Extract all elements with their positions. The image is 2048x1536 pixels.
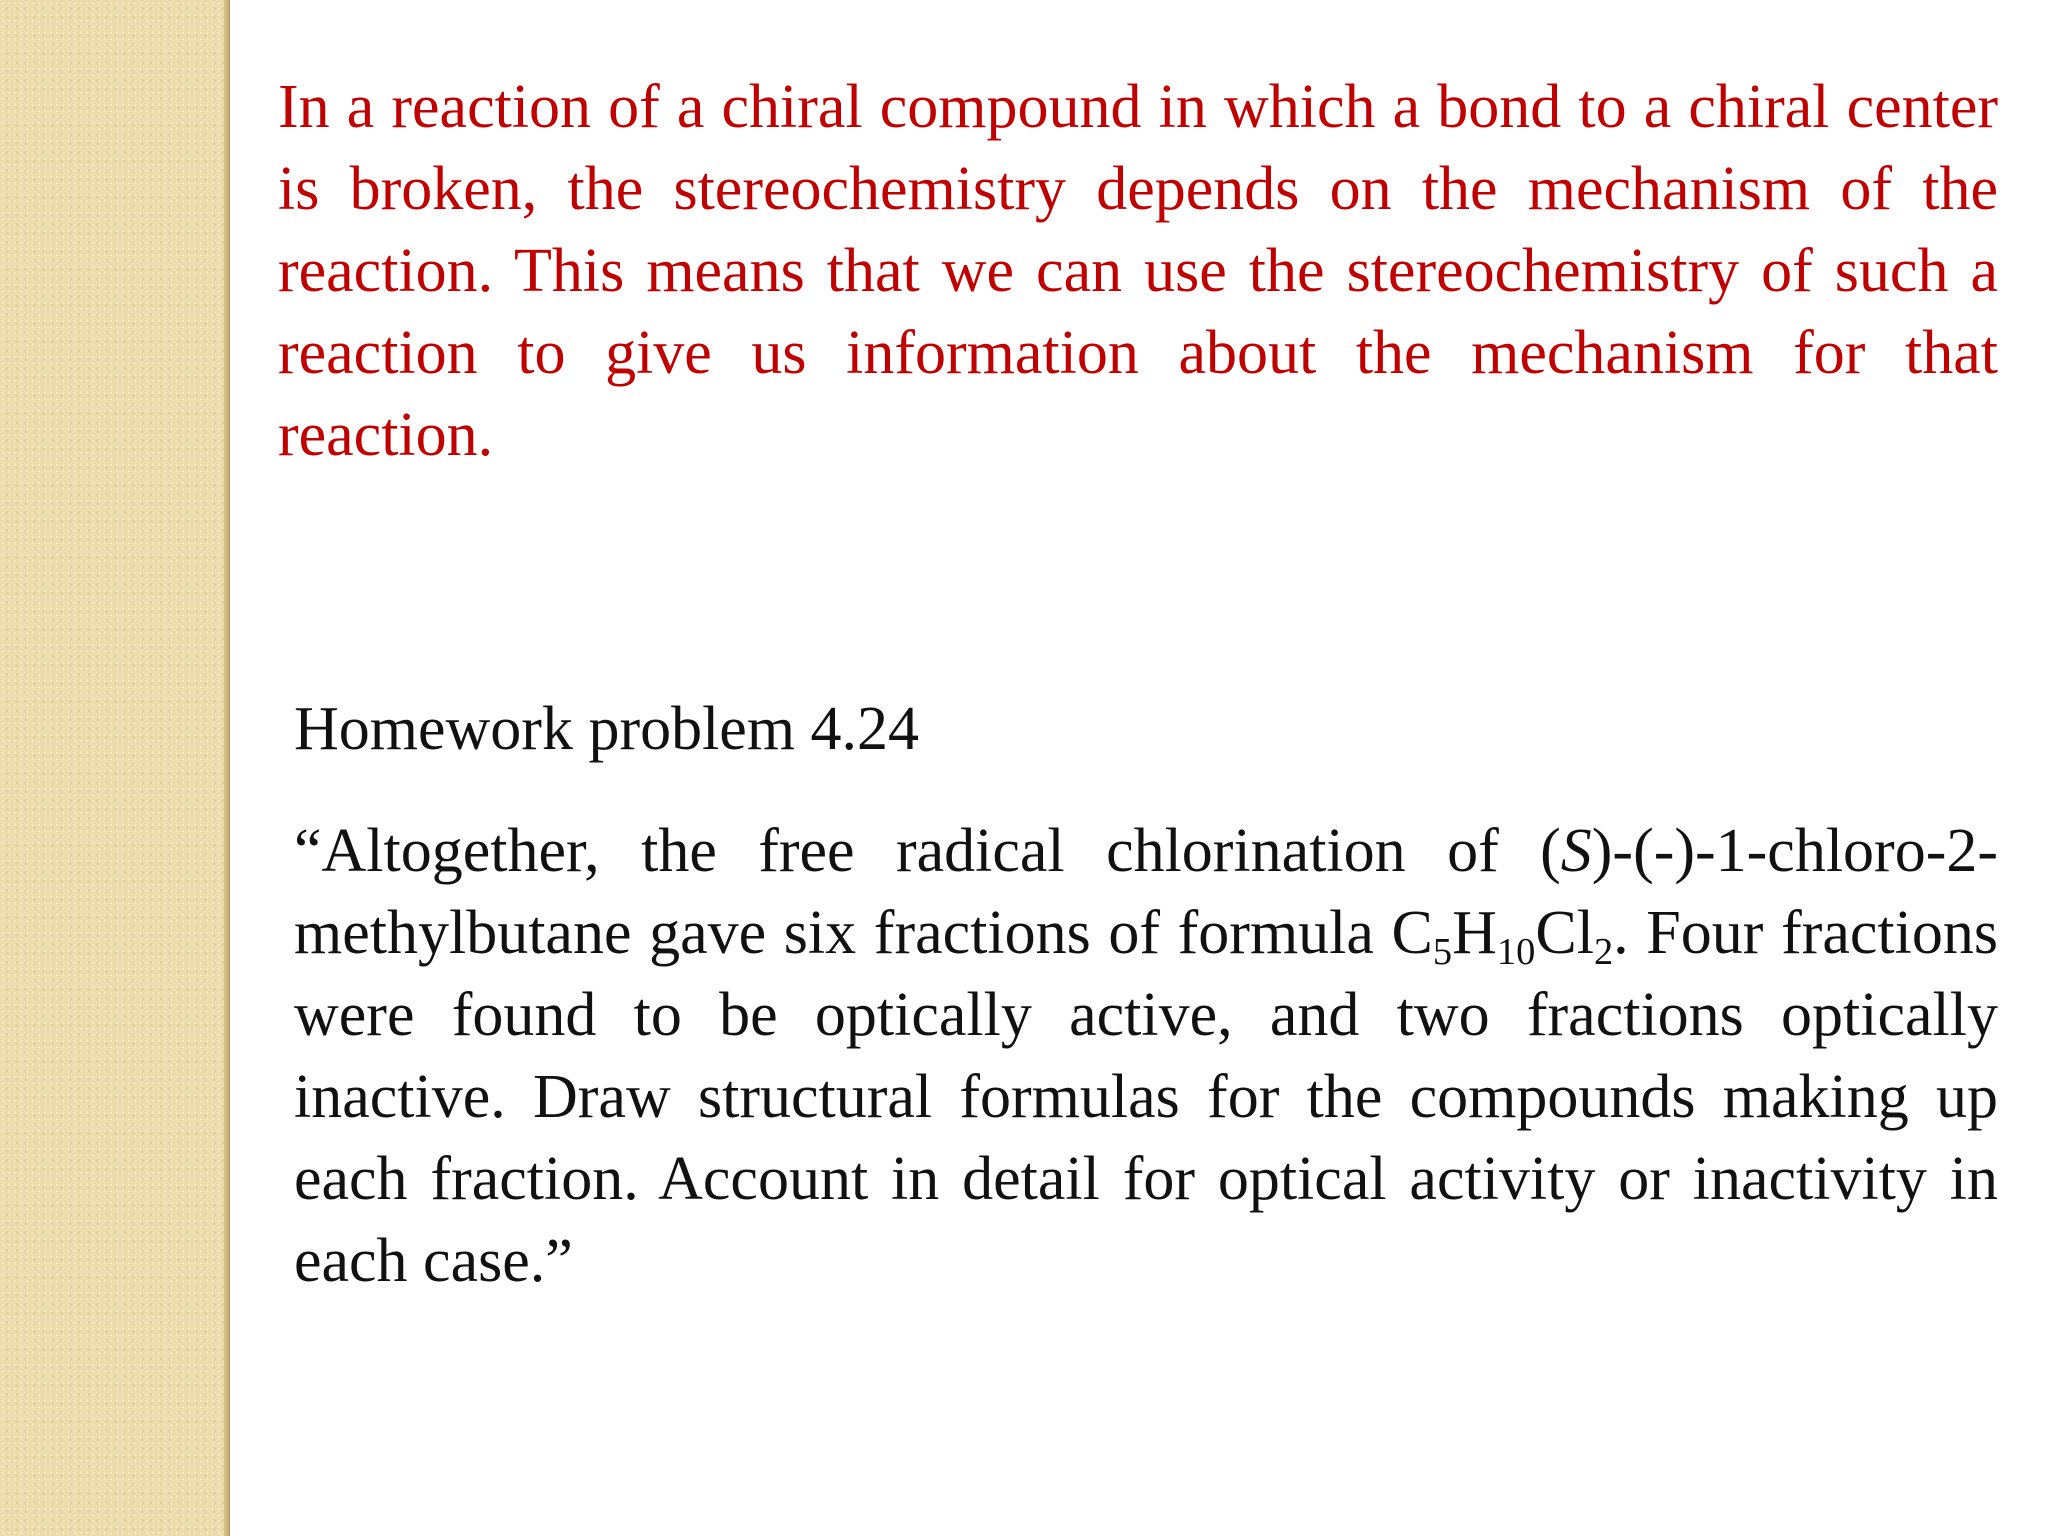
homework-quote <box>294 810 1998 1302</box>
formula-h: H <box>1452 899 1497 967</box>
formula-sub-cl: 2 <box>1593 930 1614 973</box>
quote-part-2: )-(-)-1-chloro-2-methylbutane gave six fractions of formula C <box>294 817 1998 967</box>
homework-title: Homework problem 4.24 <box>294 695 920 763</box>
sidebar-edge-divider <box>224 0 230 1536</box>
quote-part-3: . Four fractions were found to be optically active, and two fractions optically inactive. Draw structural formulas for the compounds making up each fraction. Account in detail for optical activity or inactivity in each case.” <box>294 899 1998 1295</box>
formula-sub-h: 10 <box>1496 930 1536 973</box>
quote-part-1: “Altogether, the free radical chlorination of ( <box>294 817 1561 885</box>
decorative-sidebar <box>0 0 224 1536</box>
intro-paragraph: In a reaction of a chiral compound in which a bond to a chiral center is broken, the stereochemistry depends on the mechanism of the reaction. This means that we can use the stereochemistry of such a reaction to give us information about the mechanism for that reaction. <box>278 73 1998 469</box>
config-letter: S <box>1560 817 1592 885</box>
formula-sub-c: 5 <box>1432 930 1453 973</box>
formula-cl: Cl <box>1535 899 1594 967</box>
